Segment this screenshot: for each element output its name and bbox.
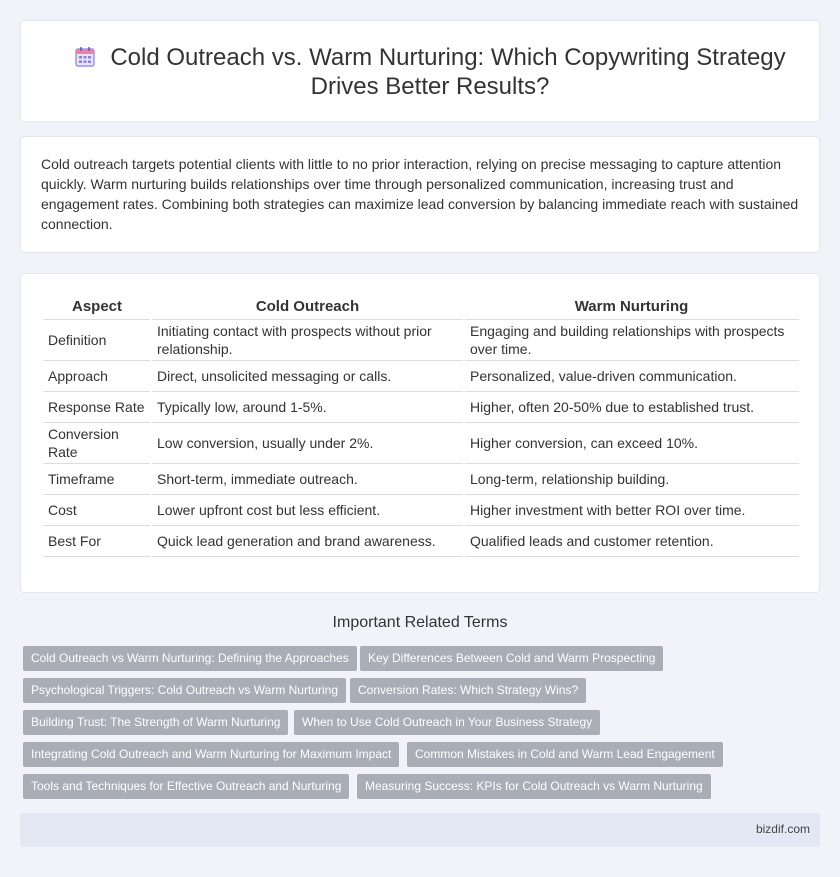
page-title-text: Cold Outreach vs. Warm Nurturing: Which Copywriting Strategy Drives Better Results? (110, 44, 786, 100)
table-row (43, 525, 799, 556)
related-tag-common-mistakes[interactable]: Common Mistakes in Cold and Warm Lead Engagement (407, 742, 723, 767)
related-tag-defining-approaches[interactable]: Cold Outreach vs Warm Nurturing: Defining the Approaches (23, 646, 357, 671)
header-warm-nurturing: Warm Nurturing (464, 296, 799, 319)
cold-cell: Initiating contact with prospects without prior relationship. (151, 319, 464, 360)
aspect-cell: Timeframe (43, 463, 151, 494)
table-header-row (43, 296, 799, 319)
warm-cell: Engaging and building relationships with prospects over time. (464, 319, 799, 360)
aspect-cell: Approach (43, 360, 151, 391)
table-row (43, 463, 799, 494)
header-cold-outreach: Cold Outreach (151, 296, 464, 319)
warm-cell: Personalized, value-driven communication. (464, 360, 799, 391)
related-tag-building-trust[interactable]: Building Trust: The Strength of Warm Nurturing (23, 710, 288, 735)
comparison-table (43, 296, 799, 557)
warm-cell: Long-term, relationship building. (464, 463, 799, 494)
cold-cell: Quick lead generation and brand awareness. (151, 525, 464, 556)
table-row (43, 319, 799, 360)
header-aspect: Aspect (43, 296, 151, 319)
cold-cell: Direct, unsolicited messaging or calls. (151, 360, 464, 391)
related-tag-tools-techniques[interactable]: Tools and Techniques for Effective Outreach and Nurturing (23, 774, 349, 799)
intro-card (20, 136, 820, 253)
related-tag-psychological-triggers[interactable]: Psychological Triggers: Cold Outreach vs Warm Nurturing (23, 678, 346, 703)
warm-cell: Higher, often 20-50% due to established trust. (464, 391, 799, 422)
cold-cell: Low conversion, usually under 2%. (151, 422, 464, 463)
intro-paragraph: Cold outreach targets potential clients with little to no prior interaction, relying on precise messaging to capture attention quickly. Warm nurturing builds relationships over time through personalized communication, increasing trust and engagement rates. Combining both strategies can maximize lead conversion by balancing immediate reach with sustained connection. (41, 156, 799, 232)
warm-cell: Higher conversion, can exceed 10%. (464, 422, 799, 463)
table-row (43, 422, 799, 463)
warm-cell: Higher investment with better ROI over time. (464, 494, 799, 525)
table-row (43, 391, 799, 422)
aspect-cell: Response Rate (43, 391, 151, 422)
calendar-icon (74, 46, 96, 68)
table-row (43, 494, 799, 525)
related-tag-key-differences[interactable]: Key Differences Between Cold and Warm Prospecting (360, 646, 663, 671)
warm-cell: Qualified leads and customer retention. (464, 525, 799, 556)
cold-cell: Typically low, around 1-5%. (151, 391, 464, 422)
aspect-cell: Cost (43, 494, 151, 525)
related-tag-measuring-success[interactable]: Measuring Success: KPIs for Cold Outreach vs Warm Nurturing (357, 774, 711, 799)
footer (20, 813, 820, 847)
related-terms-title: Important Related Terms (332, 614, 508, 631)
cold-cell: Lower upfront cost but less efficient. (151, 494, 464, 525)
aspect-cell: Conversion Rate (43, 422, 151, 463)
comparison-card (20, 273, 820, 593)
related-tag-conversion-rates[interactable]: Conversion Rates: Which Strategy Wins? (350, 678, 586, 703)
aspect-cell: Definition (43, 319, 151, 360)
aspect-cell: Best For (43, 525, 151, 556)
table-row (43, 360, 799, 391)
header-card (20, 20, 820, 122)
page-title (61, 43, 799, 101)
cold-cell: Short-term, immediate outreach. (151, 463, 464, 494)
footer-site-link[interactable]: bizdif.com (755, 822, 810, 836)
related-tag-when-cold-outreach[interactable]: When to Use Cold Outreach in Your Business Strategy (294, 710, 600, 735)
related-tag-integrating-strategies[interactable]: Integrating Cold Outreach and Warm Nurturing for Maximum Impact (23, 742, 399, 767)
